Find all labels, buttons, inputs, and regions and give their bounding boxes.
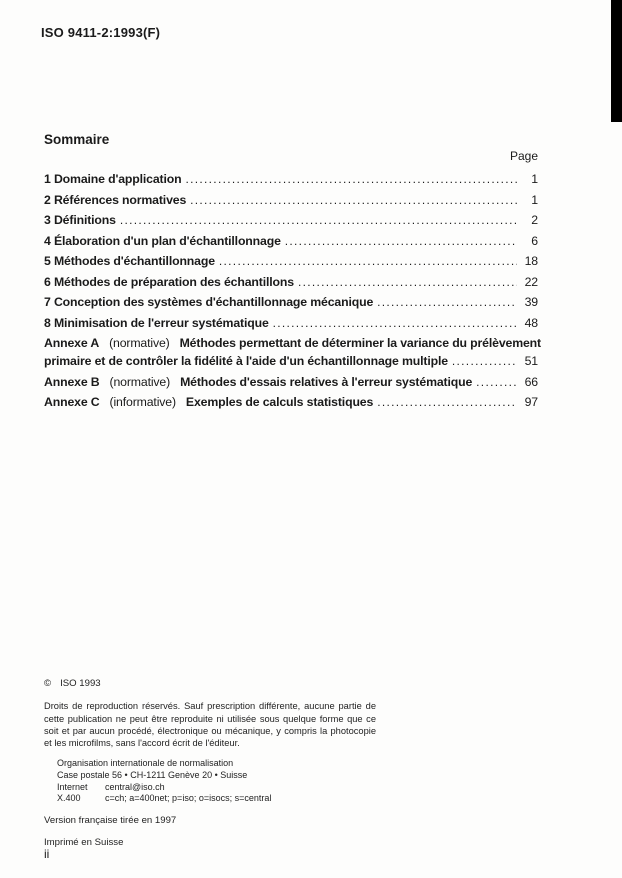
toc-entry-label: 8 Minimisation de l'erreur systématique — [44, 315, 269, 330]
publisher-name: Organisation internationale de normalisation — [57, 757, 234, 768]
page-number: ii — [44, 847, 50, 861]
page-edge-marker — [611, 0, 622, 122]
toc-entry-page: 51 — [524, 353, 538, 368]
x400-label: X.400 — [57, 793, 81, 804]
toc-entry — [44, 234, 538, 248]
toc-leader-dots — [190, 193, 517, 207]
toc-entry-page: 66 — [524, 374, 538, 389]
toc-entry-page: 18 — [524, 254, 538, 268]
toc-leader-dots — [298, 275, 517, 289]
annex-title: Exemples de calculs statistiques — [185, 395, 374, 409]
version-note: Version française tirée en 1997 — [44, 815, 177, 827]
x400-value: c=ch; a=400net; p=iso; o=isocs; s=central — [105, 793, 272, 804]
toc-leader-dots — [377, 295, 517, 309]
toc-annex-entry-b — [44, 375, 538, 389]
annex-title-line2: primaire et de contrôler la fidélité à l'aide d'un échantillonnage multiple — [44, 353, 448, 368]
toc-entry — [44, 275, 538, 289]
annex-qualifier: (normative) — [109, 336, 170, 350]
toc-entry-page: 48 — [524, 315, 538, 330]
copyright-footer — [44, 678, 424, 849]
publisher-x400-row — [57, 793, 424, 805]
toc-entry — [44, 172, 538, 186]
reproduction-rights-text: Droits de reproduction réservés. Sauf prescription différente, aucune partie de cette publication ne peut être reproduite ni utilisée sous quelque forme que ce soit et par aucun procédé, électronique ou mécanique, y compris la photocopie et les microfilms, sans l'accord écrit de l'éditeur. — [44, 701, 376, 748]
document-reference: ISO 9411-2:1993(F) — [41, 25, 161, 40]
toc-leader-dots — [452, 354, 517, 368]
publisher-address: Case postale 56 • CH-1211 Genève 20 • Suisse — [57, 769, 248, 780]
annex-title-line1: Méthodes permettant de déterminer la variance du prélèvement — [179, 336, 541, 350]
toc-leader-dots — [120, 213, 517, 227]
publisher-internet-row — [57, 782, 424, 794]
toc-entry — [44, 254, 538, 268]
toc-entry-label: 3 Définitions — [44, 213, 116, 227]
toc-entry — [44, 316, 538, 330]
toc-annex-line1 — [44, 336, 541, 350]
toc-entry-label: 2 Références normatives — [44, 192, 187, 207]
toc-entry — [44, 213, 538, 227]
toc-leader-dots — [285, 234, 517, 248]
toc-entry-label: 5 Méthodes d'échantillonnage — [44, 254, 215, 268]
toc-page-column-label: Page — [509, 149, 538, 163]
annex-qualifier: (normative) — [109, 374, 171, 389]
toc-entry-page: 22 — [524, 274, 538, 289]
annex-id: Annexe A — [44, 336, 100, 350]
publisher-block — [57, 758, 424, 806]
toc-leader-dots — [476, 375, 517, 389]
toc-entry — [44, 193, 538, 207]
toc-entry-label: 6 Méthodes de préparation des échantillons — [44, 274, 294, 289]
toc-entry-page: 6 — [531, 233, 538, 248]
internet-value: central@iso.ch — [105, 781, 165, 792]
annex-id: Annexe C — [44, 395, 100, 409]
toc-entry-label: 7 Conception des systèmes d'échantillonnage mécanique — [44, 295, 374, 309]
toc-entry-label: 4 Élaboration d'un plan d'échantillonnage — [44, 233, 281, 248]
annex-qualifier: (informative) — [109, 395, 176, 409]
copyright-text: ISO 1993 — [60, 678, 101, 689]
toc-entry-page: 1 — [531, 172, 538, 186]
toc-entry-page: 1 — [531, 192, 538, 207]
toc-leader-dots — [219, 254, 517, 268]
toc-leader-dots — [377, 395, 517, 409]
copyright-line — [44, 678, 424, 690]
toc-title: Sommaire — [44, 132, 110, 147]
toc-annex-entry-c — [44, 395, 538, 409]
toc-entry-label: 1 Domaine d'application — [44, 172, 182, 186]
toc-entry-page: 97 — [524, 395, 538, 409]
toc-annex-line2 — [44, 354, 538, 368]
toc-leader-dots — [273, 316, 517, 330]
internet-label: Internet — [57, 781, 88, 792]
annex-title: Méthodes d'essais relatives à l'erreur systématique — [180, 374, 473, 389]
toc-annex-entry-a — [44, 336, 541, 368]
table-of-contents — [44, 132, 541, 416]
toc-leader-dots — [186, 172, 518, 186]
toc-entry-page: 39 — [524, 295, 538, 309]
toc-entry-page: 2 — [531, 213, 538, 227]
annex-id: Annexe B — [44, 374, 100, 389]
copyright-symbol: © — [44, 678, 52, 689]
toc-entry — [44, 295, 538, 309]
printed-note: Imprimé en Suisse — [44, 836, 124, 848]
